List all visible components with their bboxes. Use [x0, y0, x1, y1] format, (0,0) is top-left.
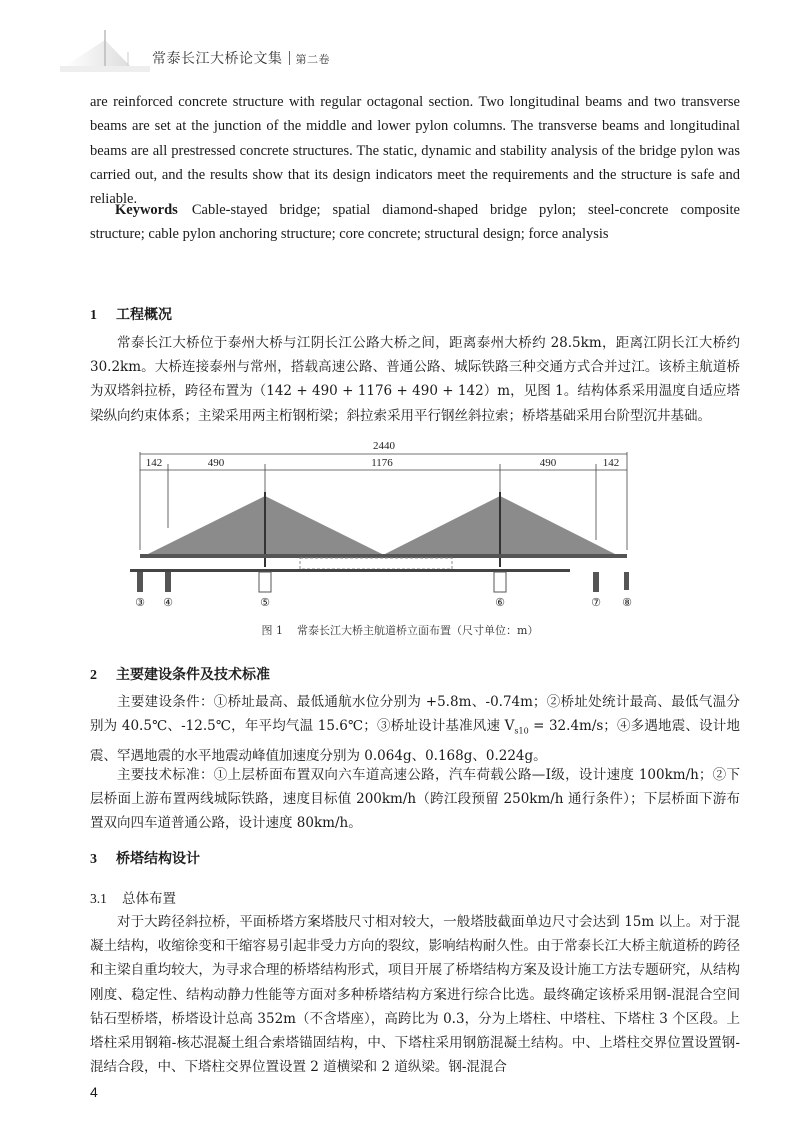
- pier-5: ⑤: [260, 596, 270, 609]
- section-title: 主要建设条件及技术标准: [116, 667, 270, 683]
- paragraph-overview: 常泰长江大桥位于泰州大桥与江阴长江公路大桥之间，距离泰州大桥约 28.5km，距离江阴长江大桥约 30.2km。大桥连接泰州与常州，搭载高速公路、普通公路、城际铁路三种交通方式合并过江。该桥主航道桥为双塔斜拉桥，跨径布置为（142 + 490 + 1176 + 490 + 142）m，见图 1。结构体系采用温度自适应塔梁纵向约束体系；主梁采用两主桁钢桁梁；斜拉索采用平行钢丝斜拉索；桥塔基础采用台阶型沉井基础。: [90, 335, 740, 424]
- header-title-text: 常泰长江大桥论文集: [152, 51, 283, 67]
- volume-label: 第二卷: [295, 53, 330, 66]
- dim-span-5: 142: [602, 457, 620, 469]
- paragraph-layout: 对于大跨径斜拉桥，平面桥塔方案塔肢尺寸相对较大，一般塔肢截面单边尺寸会达到 15m 以上。对于混凝土结构，收缩徐变和干缩容易引起非受力方向的裂纹，影响结构耐久性。由于常泰长江大桥主航道桥的跨径和主梁自重均较大，为寻求合理的桥塔结构形式，项目开展了桥塔结构方案及设计施工方法专题研究，从结构刚度、稳定性、结构动静力性能等方面对多种桥塔结构方案进行综合比选。最终确定该桥采用钢-混混合空间钻石型桥塔，桥塔设计总高 352m（不含塔座），高跨比为 0.3，分为上塔柱、中塔柱、下塔柱 3 个区段。上塔柱采用钢箱-核芯混凝土组合索塔锚固结构，中、下塔柱采用钢筋混凝土结构。中、上塔柱交界位置设置钢-混结合段，中、下塔柱交界位置设置 2 道横梁和 2 道纵梁。钢-混混合: [90, 914, 740, 1076]
- section-heading-3: [90, 848, 200, 868]
- dim-span-1: 142: [145, 457, 163, 469]
- conditions-text: 主要建设条件：①桥址最高、最低通航水位分别为 +5.8m、-0.74m；②桥址处统计最高、最低气温分别为 40.5℃、-12.5℃，年平均气温 15.6℃；③桥址设计基准风速 V: [90, 694, 740, 735]
- pier-7: ⑦: [591, 596, 601, 609]
- journal-title: [152, 48, 330, 68]
- page-number: 4: [90, 1084, 98, 1100]
- figure-caption-text: 常泰长江大桥主航道桥立面布置（尺寸单位：m）: [297, 624, 539, 637]
- section-title: 工程概况: [116, 307, 172, 323]
- section-heading-1: [90, 304, 172, 324]
- subsection-heading-3-1: [90, 887, 176, 907]
- paragraph-standards: 主要技术标准：①上层桥面布置双向六车道高速公路，汽车荷载公路—Ⅰ级，设计速度 100km/h；②下层桥面上游布置两线城际铁路，速度目标值 200km/h（跨江段预留 250km/h 通行条件）；下层桥面下游布置双向四车道普通公路，设计速度 80km/h。: [90, 767, 740, 832]
- section-number: 3: [90, 852, 97, 867]
- dim-total: 2440: [373, 440, 395, 452]
- subsection-title: 总体布置: [122, 891, 176, 907]
- figure-number: 图 1: [261, 624, 284, 637]
- bridge-logo-icon: [60, 18, 150, 73]
- pier-4: ④: [163, 596, 173, 609]
- figure-caption: [120, 622, 680, 638]
- pier-3: ③: [135, 596, 145, 609]
- section-title: 桥塔结构设计: [116, 851, 200, 867]
- section-number: 1: [90, 308, 97, 323]
- abstract-text: are reinforced concrete structure with regular octagonal section. Two longitudinal beams and two transverse beams are set at the junction of the middle and lower pylon columns. The transverse beams and longitudinal beams are all prestressed concrete structures. The static, dynamic and stability analysis of the bridge pylon was carried out, and the results show that its design indicators meet the requirements and the structure is safe and reliable.: [90, 94, 740, 208]
- keywords: [90, 198, 740, 247]
- paragraph-conditions: [90, 690, 740, 768]
- keywords-text: Cable-stayed bridge; spatial diamond-shaped bridge pylon; steel-concrete composite structure; cable pylon anchoring structure; core concrete; structural design; force analysis: [90, 202, 740, 243]
- header-divider: [289, 51, 290, 65]
- pier-6: ⑥: [495, 596, 505, 609]
- wind-subscript: s10: [514, 726, 529, 736]
- figure-1: [120, 432, 680, 637]
- keywords-label: Keywords: [115, 202, 178, 218]
- conditions-text-tail: = 32.4m/s；④多遇地震、设计地震、罕遇地震的水平地震动峰值加速度分别为 0.064g、0.168g、0.224g。: [90, 718, 740, 765]
- section-heading-2: [90, 664, 270, 684]
- section-number: 2: [90, 668, 97, 683]
- dim-span-2: 490: [207, 457, 225, 469]
- dim-span-4: 490: [539, 457, 557, 469]
- running-header: [60, 18, 460, 73]
- bridge-elevation-diagram: [120, 432, 680, 612]
- pier-8: ⑧: [622, 596, 632, 609]
- dim-span-3: 1176: [371, 457, 393, 469]
- subsection-number: 3.1: [90, 891, 107, 906]
